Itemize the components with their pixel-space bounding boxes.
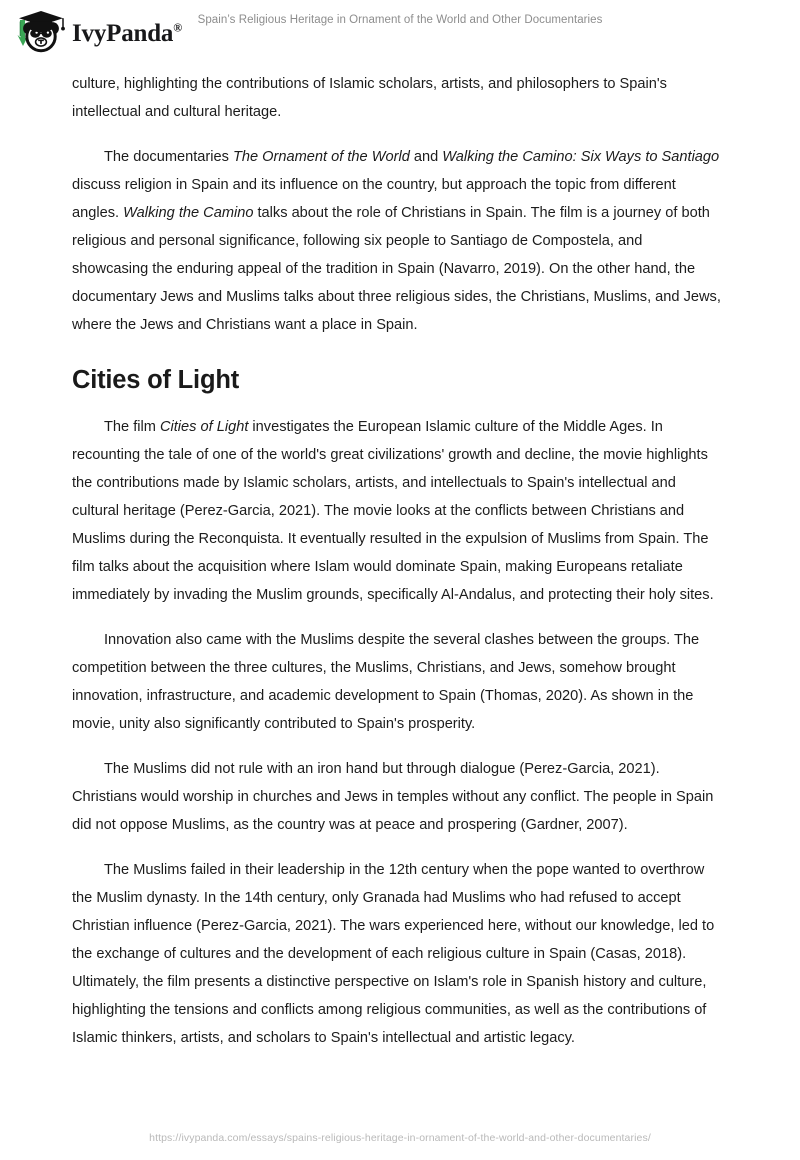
header-document-title: Spain’s Religious Heritage in Ornament of the World and Other Documentaries: [197, 14, 603, 26]
page-footer: [0, 1128, 800, 1146]
body-paragraph: Innovation also came with the Muslims despite the several clashes between the groups. The competition between the three cultures, the Muslims, Christians, and Jews, somehow brought innovation, infrastructure, and academic development to Spain (Thomas, 2020). As shown in the movie, unity also significantly contributed to Spain's prosperity.: [72, 632, 700, 732]
body-paragraph: The Muslims failed in their leadership in the 12th century when the pope wanted to overthrow the Muslim dynasty. In the 14th century, only Granada had Muslims who had refused to accept Christian influence (Perez-Garcia, 2021). The wars experienced here, without our knowledge, led to the exchange of cultures and the development of each religious culture in Spain (Casas, 2018). Ultimately, the film presents a distinctive perspective on Islam's role in Spanish history and culture, highlighting the tensions and conflicts among religious communities, as well as the contributions of Islamic thinkers, artists, and scholars to Spain's intellectual and artistic legacy.: [72, 862, 715, 1046]
body-paragraph: The film Cities of Light investigates the European Islamic culture of the Middle Ages. In recounting the tale of one of the world's great civilizations' growth and decline, the movie highlights the contributions made by Islamic scholars, artists, and intellectuals to Spain's intellectual and cultural heritage (Perez-Garcia, 2021). The movie looks at the conflicts between Christians and Muslims during the Reconquista. It eventually resulted in the expulsion of Muslims from Spain. The film talks about the acquisition where Islam would dominate Spain, making Europeans retaliate immediately by invading the Muslim grounds, specifically Al-Andalus, and protecting their holy sites.: [72, 419, 714, 603]
logo-wordmark-text: IvyPanda: [72, 19, 174, 47]
italic-title-run: Cities of Light: [159, 419, 249, 435]
body-paragraph: The Muslims did not rule with an iron hand but through dialogue (Perez-Garcia, 2021). Christians would worship in churches and Jews in temples without any conflict. The people in Spain did not oppose Muslims, as the country was at peace and prospering (Gardner, 2007).: [72, 761, 714, 833]
italic-title-run: Walking the Camino: [123, 205, 254, 221]
body-paragraph: culture, highlighting the contributions of Islamic scholars, artists, and philosophers to Spain's intellectual and cultural heritage.: [72, 76, 667, 120]
logo-registered-mark: ®: [173, 20, 182, 35]
italic-title-run: Walking the Camino: Six Ways to Santiago: [442, 149, 720, 165]
italic-title-run: The Ornament of the World: [232, 149, 410, 165]
page-header: [0, 0, 800, 62]
section-heading: Cities of Light: [72, 366, 239, 394]
document-body: [72, 70, 722, 1069]
body-paragraph: The documentaries The Ornament of the World and Walking the Camino: Six Ways to Santiago discuss religion in Spain and its influence on the country, but approach the topic from different angles. Walking the Camino talks about the role of Christians in Spain. The film is a journey of both religious and personal significance, following six people to Santiago de Compostela, and showcasing the enduring appeal of the tradition in Spain (Navarro, 2019). On the other hand, the documentary Jews and Muslims talks about three religious sides, the Christians, Muslims, and Jews, where the Jews and Christians want a place in Spain.: [72, 149, 721, 333]
footer-source-url[interactable]: https://ivypanda.com/essays/spains-religious-heritage-in-ornament-of-the-world-and-other-documentaries/: [149, 1132, 651, 1144]
